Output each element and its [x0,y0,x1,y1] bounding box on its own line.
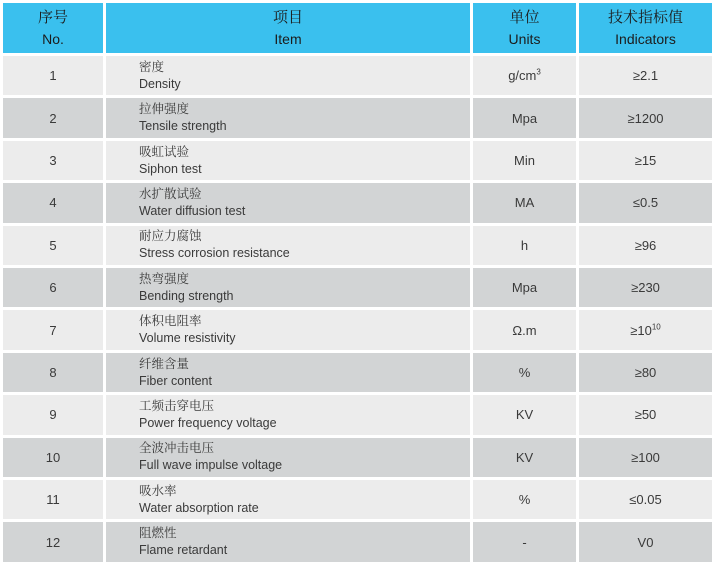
table-row [3,56,712,95]
indicator-text: ≥80 [634,365,657,381]
item-cell [106,226,470,265]
unit-cell [473,522,576,562]
item-name-en: Full wave impulse voltage [139,458,283,473]
unit-cell [473,438,576,477]
row-number: 1 [3,56,103,95]
header-no-en: No. [42,30,64,47]
unit-text: KV [515,407,534,423]
item-name-en: Siphon test [139,161,202,176]
unit-cell [473,226,576,265]
indicator-cell [579,98,712,137]
item-name-en: Bending strength [139,288,234,303]
unit-text: Mpa [511,110,538,126]
unit-text: Mpa [511,280,538,296]
unit-text: % [518,365,531,381]
header-indicator-zh: 技术指标值 [607,8,683,26]
unit-cell [473,480,576,519]
item-cell [106,56,470,95]
item-cell [106,353,470,392]
row-number: 4 [3,183,103,222]
indicator-text: V0 [637,534,654,550]
item-cell [106,480,470,519]
row-number: 10 [3,438,103,477]
item-name-zh: 阻燃性 [139,526,177,541]
header-no-zh: 序号 [37,8,68,26]
item-cell [106,310,470,349]
unit-text: Ω.m [512,322,537,338]
indicator-text: ≥10 [630,322,652,338]
indicator-cell [579,268,712,307]
unit-text: MA [514,195,535,211]
item-name-en: Fiber content [139,373,212,388]
item-name-zh: 纤维含量 [139,356,190,371]
item-cell [106,98,470,137]
header-unit-zh: 单位 [509,8,540,26]
item-name-zh: 热弯强度 [139,271,190,286]
table-body [3,56,712,562]
item-name-zh: 工频击穿电压 [139,399,215,414]
header-unit [473,3,576,53]
unit-text: KV [515,449,534,465]
unit-text: % [518,492,531,508]
item-name-en: Power frequency voltage [139,415,277,430]
item-name-en: Tensile strength [139,119,227,134]
indicator-cell [579,480,712,519]
indicator-cell [579,395,712,434]
row-number: 8 [3,353,103,392]
item-name-zh: 耐应力腐蚀 [139,229,202,244]
table-row [3,141,712,180]
indicator-cell [579,226,712,265]
indicator-text: ≤0.5 [632,195,659,211]
item-cell [106,183,470,222]
table-row [3,353,712,392]
item-name-zh: 全波冲击电压 [139,441,215,456]
item-cell [106,395,470,434]
indicator-text: ≥50 [634,407,657,423]
table-row [3,268,712,307]
unit-superscript: 3 [536,67,541,77]
header-indicator [579,3,712,53]
indicator-text: ≥2.1 [632,68,659,84]
header-no [3,3,103,53]
row-number: 2 [3,98,103,137]
table-row [3,480,712,519]
row-number: 7 [3,310,103,349]
row-number: 6 [3,268,103,307]
indicator-cell [579,183,712,222]
item-name-en: Water absorption rate [139,500,259,515]
header-indicator-en: Indicators [615,30,676,47]
indicator-cell [579,522,712,562]
item-name-en: Stress corrosion resistance [139,246,290,261]
header-item-en: Item [274,30,302,47]
header-unit-en: Units [508,30,541,47]
unit-cell [473,395,576,434]
table-row [3,183,712,222]
header-item [106,3,470,53]
item-name-zh: 密度 [139,59,165,74]
item-cell [106,438,470,477]
unit-cell [473,56,576,95]
unit-text: g/cm [508,68,537,84]
table-row [3,395,712,434]
item-name-zh: 体积电阻率 [139,314,202,329]
item-name-zh: 拉伸强度 [139,102,190,117]
item-name-zh: 水扩散试验 [139,187,202,202]
row-number: 12 [3,522,103,562]
unit-text: - [522,534,527,550]
unit-cell [473,141,576,180]
item-cell [106,268,470,307]
unit-cell [473,310,576,349]
unit-text: h [520,237,529,253]
indicator-superscript: 10 [651,322,661,332]
unit-cell [473,353,576,392]
unit-cell [473,183,576,222]
indicator-cell [579,56,712,95]
indicator-text: ≥15 [634,153,657,169]
unit-cell [473,268,576,307]
indicator-text: ≥100 [631,449,660,465]
indicator-text: ≥230 [631,280,660,296]
item-cell [106,522,470,562]
unit-cell [473,98,576,137]
item-name-zh: 吸虹试验 [139,144,190,159]
row-number: 5 [3,226,103,265]
unit-text: Min [514,153,535,169]
item-name-en: Flame retardant [139,543,228,558]
table-header [3,3,712,53]
header-item-zh: 项目 [272,8,303,26]
item-name-zh: 吸水率 [139,483,177,498]
table-row [3,438,712,477]
table-row [3,226,712,265]
indicator-cell [579,353,712,392]
indicator-text: ≥1200 [627,110,664,126]
indicator-cell [579,438,712,477]
item-name-en: Water diffusion test [139,203,246,218]
row-number: 9 [3,395,103,434]
item-cell [106,141,470,180]
indicator-cell [579,310,712,349]
indicator-cell [579,141,712,180]
item-name-en: Volume resistivity [139,331,236,346]
header-row [3,3,712,53]
row-number: 3 [3,141,103,180]
table-row [3,310,712,349]
item-name-en: Density [139,76,181,91]
row-number: 11 [3,480,103,519]
table-row [3,522,712,562]
table-row [3,98,712,137]
indicator-text: ≤0.05 [629,492,662,508]
indicator-text: ≥96 [634,237,657,253]
